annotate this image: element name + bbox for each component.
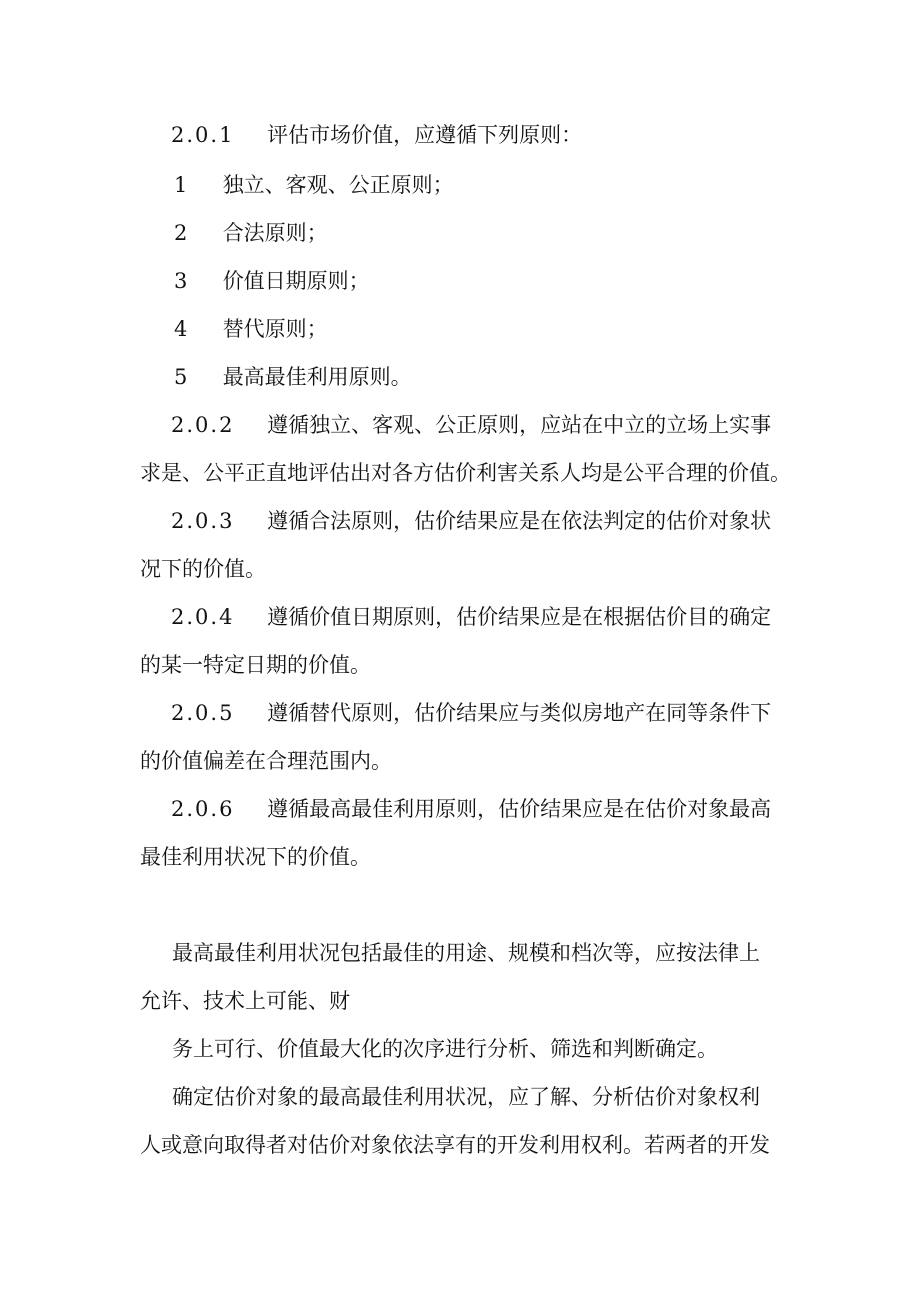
clause-number: 2.0.1 (171, 123, 235, 147)
clause-text: 况下的价值。 (140, 557, 266, 581)
clause-text: 遵循替代原则，估价结果应与类似房地产在同等条件下 (267, 701, 772, 725)
principle-number: 2 (174, 221, 190, 245)
principle-text: 替代原则； (222, 317, 328, 341)
principle-text: 价值日期原则； (222, 269, 370, 293)
explanation-para-2-line-2 (140, 1130, 770, 1160)
explanation-para-2-line-1 (172, 1082, 760, 1112)
clause-number: 2.0.4 (171, 605, 235, 629)
clause-number: 2.0.6 (171, 797, 235, 821)
clause-2-0-3 (171, 506, 771, 536)
clause-text: 遵循独立、客观、公正原则，应站在中立的立场上实事 (267, 413, 772, 437)
principle-item-5 (174, 362, 412, 392)
clause-2-0-5-continuation (140, 746, 392, 776)
clause-number: 2.0.2 (171, 413, 235, 437)
clause-text: 最佳利用状况下的价值。 (140, 845, 371, 869)
principle-number: 3 (174, 269, 190, 293)
explanation-para-1-line-1 (172, 938, 760, 968)
clause-2-0-4-continuation (140, 650, 371, 680)
clause-2-0-6-continuation (140, 842, 371, 872)
clause-text: 遵循价值日期原则，估价结果应是在根据估价目的确定 (267, 605, 772, 629)
clause-text: 评估市场价值，应遵循下列原则： (267, 123, 583, 147)
principle-number: 4 (174, 317, 190, 341)
clause-2-0-6 (171, 794, 771, 824)
paragraph-text: 务上可行、价值最大化的次序进行分析、筛选和判断确定。 (172, 1037, 718, 1061)
clause-2-0-3-continuation (140, 554, 266, 584)
principle-item-2 (174, 218, 328, 248)
principle-text: 最高最佳利用原则。 (222, 365, 412, 389)
principle-item-3 (174, 266, 370, 296)
clause-2-0-2-continuation (140, 458, 791, 488)
principle-number: 5 (174, 365, 190, 389)
explanation-para-1-line-2 (140, 986, 350, 1016)
clause-number: 2.0.3 (171, 509, 235, 533)
clause-text: 遵循合法原则，估价结果应是在依法判定的估价对象状 (267, 509, 772, 533)
explanation-para-1-line-3 (172, 1034, 718, 1064)
paragraph-text: 允许、技术上可能、财 (140, 989, 350, 1013)
principle-number: 1 (174, 173, 190, 197)
principle-item-4 (174, 314, 328, 344)
paragraph-text: 最高最佳利用状况包括最佳的用途、规模和档次等，应按法律上 (172, 941, 760, 965)
principle-text: 合法原则； (222, 221, 328, 245)
principle-text: 独立、客观、公正原则； (222, 173, 454, 197)
principle-item-1 (174, 170, 454, 200)
clause-2-0-1 (171, 120, 582, 150)
clause-number: 2.0.5 (171, 701, 235, 725)
clause-2-0-2 (171, 410, 771, 440)
clause-text: 的某一特定日期的价值。 (140, 653, 371, 677)
clause-text: 遵循最高最佳利用原则，估价结果应是在估价对象最高 (267, 797, 772, 821)
clause-text: 的价值偏差在合理范围内。 (140, 749, 392, 773)
clause-2-0-5 (171, 698, 771, 728)
clause-2-0-4 (171, 602, 771, 632)
paragraph-text: 确定估价对象的最高最佳利用状况，应了解、分析估价对象权利 (172, 1085, 760, 1109)
clause-text: 求是、公平正直地评估出对各方估价利害关系人均是公平合理的价值。 (140, 461, 791, 485)
paragraph-text: 人或意向取得者对估价对象依法享有的开发利用权利。若两者的开发 (140, 1133, 770, 1157)
